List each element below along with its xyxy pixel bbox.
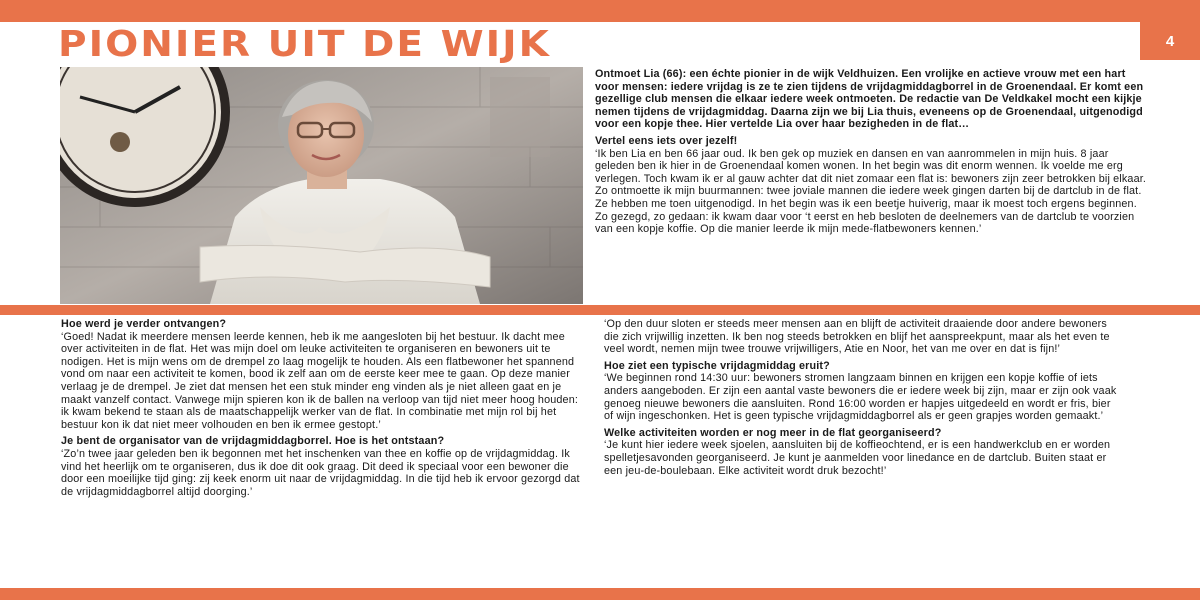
answer-paragraph: ‘Je kunt hier iedere week sjoelen, aansluiten bij de koffieochtend, er is een handwerkclub en er worden spelletjesavonden georganiseerd. Je kunt je aanmelden voor linedance en de dartclub. Buiten staat er een jeu-de-boulebaan. Elke activiteit wordt druk bezocht!’ — [604, 439, 1111, 477]
answer-paragraph: ‘Op den duur sloten er steeds meer mensen aan en blijft de activiteit draaiende door andere bewoners die zich vrijwillig inzetten. Ik ben nog steeds betrokken en blijf het aanspreekpunt, maar als het even te veel wordt, nemen mijn twee trouwe vrijwilligers, Atie en Noor, het van me over en dat is fijn!’ — [604, 318, 1110, 356]
question-heading: Hoe werd je verder ontvangen? — [61, 318, 227, 330]
page-number: 4 — [1140, 22, 1200, 60]
page-title: PIONIER UIT DE WIJK — [58, 24, 551, 66]
article-column-top-right — [595, 68, 1147, 236]
bottom-accent-band — [0, 588, 1200, 600]
article-column-bottom-left — [61, 318, 583, 498]
answer-paragraph: ‘Goed! Nadat ik meerdere mensen leerde kennen, heb ik me aangesloten bij het bestuur. Ik dacht mee over activiteiten in de flat. Het was mijn doel om leuke activiteiten te organiseren en bewoners uit te nodigen. Het is mijn wens om de drempel zo laag mogelijk te houden. Als een flatbewoner het spannend vond om naar een activiteit te komen, bood ik zelf aan om de eerste keer mee te gaan. Op deze manier verlaag je de drempel. Je ziet dat mensen het een stuk minder eng vinden als je niet alleen gaat en je maakt vanzelf contact. Vanwege mijn spieren kon ik de ballen na verloop van tijd niet meer hoog houden: ik kwam bekend te staan als de maatschappelijk werker van de flat. In combinatie met mijn rol bij het bestuur kon ik dat niet meer volhouden en ben ik ermee gestopt.’ — [61, 330, 579, 431]
section-divider — [0, 305, 1200, 315]
question-heading: Hoe ziet een typische vrijdagmiddag eruit? — [604, 359, 830, 372]
question-heading: Welke activiteiten worden er nog meer in de flat georganiseerd? — [604, 426, 942, 439]
top-accent-band — [0, 0, 1200, 22]
answer-paragraph: ‘Ik ben Lia en ben 66 jaar oud. Ik ben gek op muziek en dansen en van aanrommelen in mijn huis. 8 jaar geleden ben ik hier in de Groenendaal komen wonen. In het begin was dit enorm wennen. Ik voelde me erg verlegen. Toch kwam ik er al gauw achter dat dit niet zomaar een flat is: bewoners zijn zeer betrokken bij elkaar. Zo ontmoette ik mijn buurmannen: twee joviale mannen die iedere week gingen darten bij de dartclub in de flat. Ze hebben me toen uitgenodigd. In het begin was ik een beetje huiverig, maar ik moest toch ergens beginnen. Zo gezegd, zo gedaan: ik kwam daar voor ‘t eerst en heb besloten de deelnemers van de dartclub te voorzien van een kopje koffie. Op die manier leerde ik mijn mede-flatbewoners kennen.’ — [595, 147, 1147, 236]
answer-paragraph: ‘We beginnen rond 14:30 uur: bewoners stromen langzaam binnen en krijgen een kopje koffie of iets anders aangeboden. Er zijn een aantal vaste bewoners die er iedere week bij zijn, maar er zijn ook vaak genoeg nieuwe bewoners die aansluiten. Rond 16:00 worden er hapjes uitgedeeld en wordt er fris, bier of wijn ingeschonken. Het is geen typische vrijdagmiddagborrel als er geen grapjes worden gemaakt.’ — [604, 372, 1117, 423]
question-heading: Vertel eens iets over jezelf! — [595, 134, 738, 147]
intro-paragraph: Ontmoet Lia (66): een échte pionier in de wijk Veldhuizen. Een vrolijke en actieve vrouw met een hart voor mensen: iedere vrijdag is ze te zien tijdens de vrijdagmiddagborrel in de Groenendaal. Er komt een gezellige club mensen die elkaar iedere week ontmoeten. De redactie van De Veldkakel mocht een kijkje nemen tijdens de vrijdagmiddag. Daarna zijn we bij Lia thuis, eveneens op de Groenendaal, uitgenodigd voor een kopje thee. Hier vertelde Lia over haar bezigheden in de flat… — [595, 68, 1144, 131]
portrait-photo — [60, 67, 583, 304]
article-column-bottom-right — [604, 318, 1122, 477]
answer-paragraph: ‘Zo’n twee jaar geleden ben ik begonnen met het inschenken van thee en koffie op de vrijdagmiddag. Ik vind het heerlijk om te organiseren, dus ik doe dit ook graag. Dit deed ik speciaal voor een bewoner die door een moeilijke tijd ging: zij keek enorm uit naar de vrijdagmiddag. In die tijd heb ik ervoor gezorgd dat de vrijdagmiddagborrel altijd doorging.’ — [61, 447, 580, 498]
question-heading: Je bent de organisator van de vrijdagmiddagborrel. Hoe is het ontstaan? — [61, 435, 445, 448]
